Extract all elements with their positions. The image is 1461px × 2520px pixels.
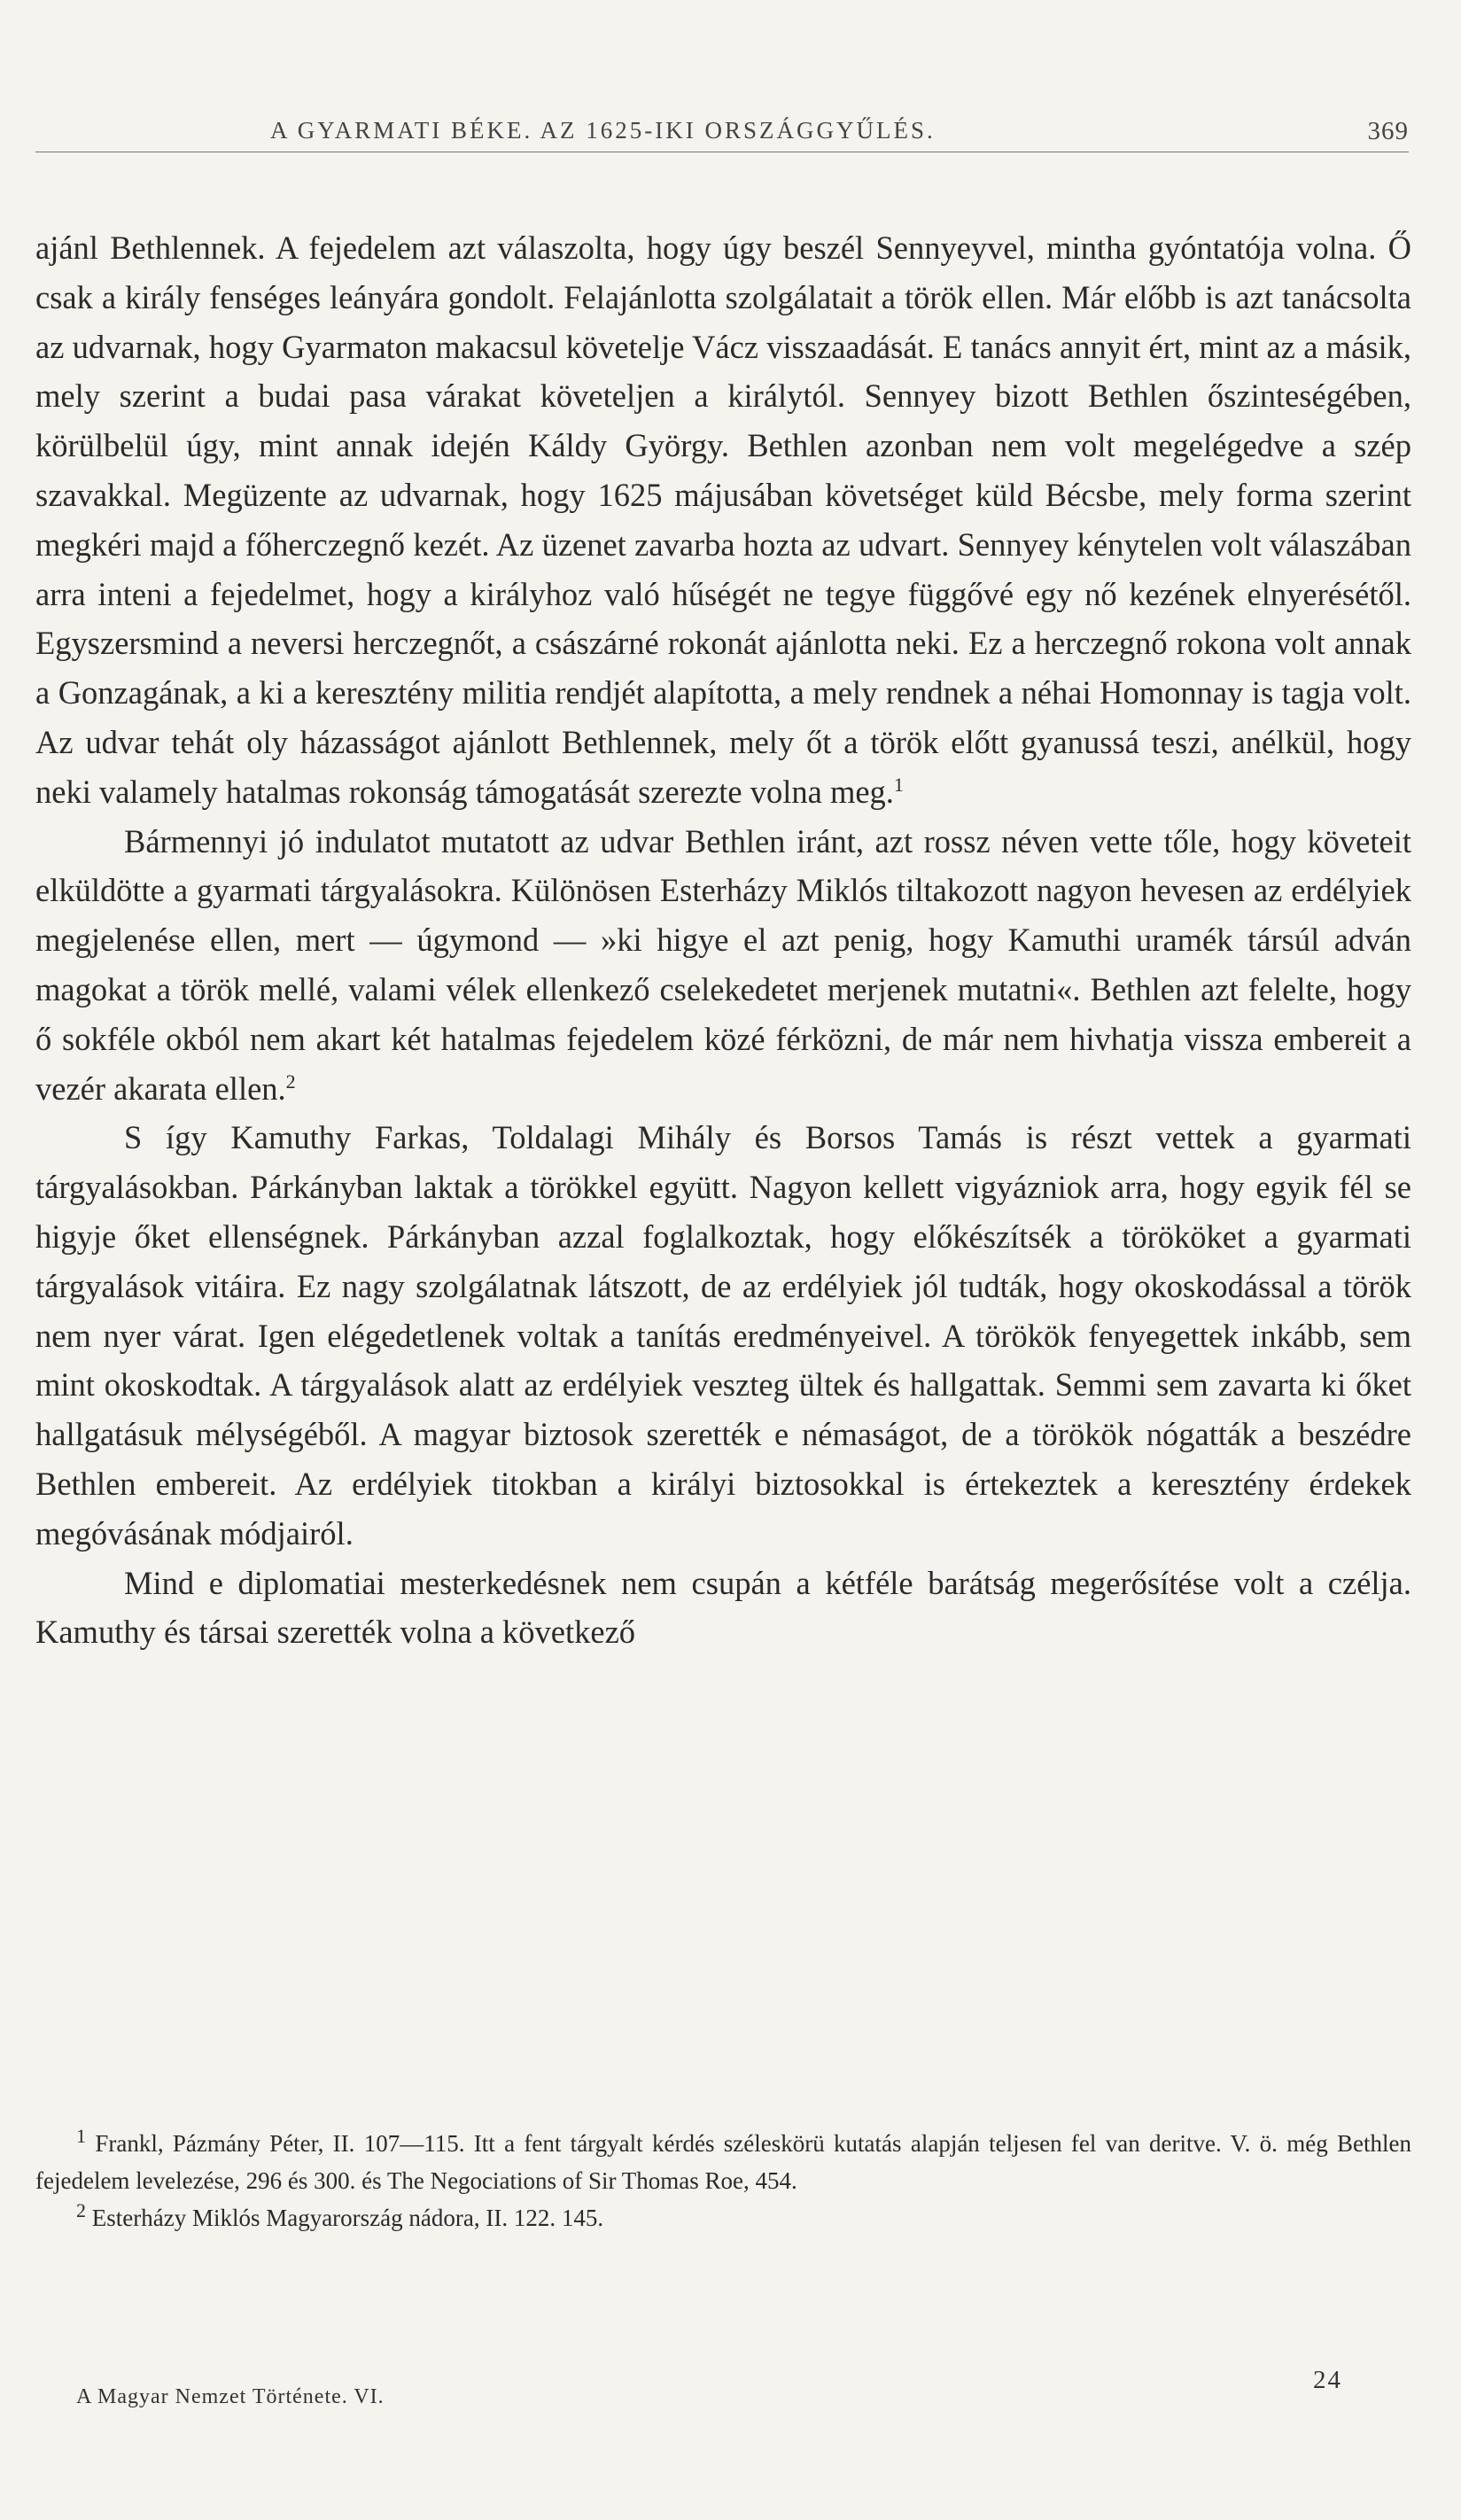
footnote-text: Esterházy Miklós Magyarország nádora, II. 122. 145. <box>91 2205 604 2231</box>
footnotes <box>35 2125 1411 2236</box>
footnote-marker: 2 <box>76 2199 86 2221</box>
paragraph: ajánl Bethlennek. A fejedelem azt válaszolta, hogy úgy beszél Sennyeyvel, mintha gyóntatója volna. Ő csak a király fenséges leányára gondolt. Felajánlotta szolgálatait a török ellen. Már előbb is azt tanácsolta az udvarnak, hogy Gyarmaton makacsul követelje Vácz visszaadását. E tanács annyit ért, mint az a másik, mely szerint a budai pasa várakat követeljen a királytól. Sennyey bizott Bethlen őszinteségében, körülbelül úgy, mint annak idején Káldy György. Bethlen azonban nem volt megelégedve a szép szavakkal. Megüzente az udvarnak, hogy 1625 májusában követséget küld Bécsbe, mely forma szerint megkéri majd a főherczegnő kezét. Az üzenet zavarba hozta az udvart. Sennyey kénytelen volt válaszában arra inteni a fejedelmet, hogy a királyhoz való hűségét ne tegye függővé egy nő kezének elnyerésétől. Egyszersmind a neversi herczegnőt, a császárné rokonát ajánlotta neki. Ez a herczegnő rokona volt annak a Gonzagának, a ki a keresztény militia rendjét alapította, a mely rendnek a néhai Homonnay is tagja volt. Az udvar tehát oly házasságot ajánlott Bethlennek, mely őt a török előtt gyanussá teszi, anélkül, hogy neki valamely hatalmas rokonság támogatását szerezte volna meg.$^1$ <box>35 229 1411 810</box>
page-number: 369 <box>1367 117 1409 145</box>
footnote-marker: 1 <box>76 2125 86 2147</box>
footnote-text: Frankl, Pázmány Péter, II. 107—115. Itt a fent tárgyalt kérdés széleskörü kutatás alapján teljesen fel van deritve. V. ö. még Bethlen fejedelem levelezése, 296 és 300. és The Negociations of Sir Thomas Roe, 454. <box>35 2130 1411 2194</box>
footnote-ref: 1 <box>893 773 904 796</box>
paragraph: S így Kamuthy Farkas, Toldalagi Mihály és Borsos Tamás is részt vettek a gyarmati tárgyalásokban. Párkányban laktak a törökkel együtt. Nagyon kellett vigyázniok arra, hogy egyik fél se higyje őket ellenségnek. Párkányban azzal foglalkoztak, hogy előkészítsék a törököket a gyarmati tárgyalások vitáira. Ez nagy szolgálatnak látszott, de az erdélyiek jól tudták, hogy okoskodással a török nem nyer várat. Igen elégedetlenek voltak a tanítás eredményeivel. A törökök fenyegettek inkább, sem mint okoskodtak. A tárgyalások alatt az erdélyiek veszteg ültek és hallgattak. Semmi sem zavarta ki őket hallgatásuk mélységéből. A magyar biztosok szerették e némaságot, de a törökök nógatták a beszédre Bethlen embereit. Az erdélyiek titokban a királyi biztosokkal is értekeztek a keresztény érdekek megóvásának módjairól. <box>35 1119 1411 1552</box>
footnote <box>35 2125 1411 2199</box>
running-title: A GYARMATI BÉKE. AZ 1625-IKI ORSZÁGGYŰLÉS. <box>270 117 936 144</box>
running-head <box>35 117 1409 152</box>
paragraph: Bármennyi jó indulatot mutatott az udvar Bethlen iránt, azt rossz néven vette tőle, hogy követeit elküldötte a gyarmati tárgyalásokra. Különösen Esterházy Miklós tiltakozott nagyon hevesen az erdélyiek megjelenése ellen, mert — úgymond — »ki higye el azt penig, hogy Kamuthi uramék társúl adván magokat a török mellé, valami vélek ellenkező cselekedetet merjenek mutatni«. Bethlen azt felelte, hogy ő sokféle okból nem akart két hatalmas fejedelem közé férközni, de már nem hivhatja vissza embereit a vezér akarata ellen.$^2$ <box>35 822 1411 1107</box>
body-text <box>35 223 1411 1657</box>
footnote <box>35 2199 1411 2236</box>
paragraph: Mind e diplomatiai mesterkedésnek nem csupán a kétféle barátság megerősítése volt a czélja. Kamuthy és társai szerették volna a következő <box>35 1564 1411 1651</box>
page-footer <box>35 2366 1411 2430</box>
signature-mark: 24 <box>1313 2366 1342 2394</box>
footnote-ref: 2 <box>285 1069 296 1093</box>
imprint-line: A Magyar Nemzet Története. VI. <box>76 2385 385 2408</box>
